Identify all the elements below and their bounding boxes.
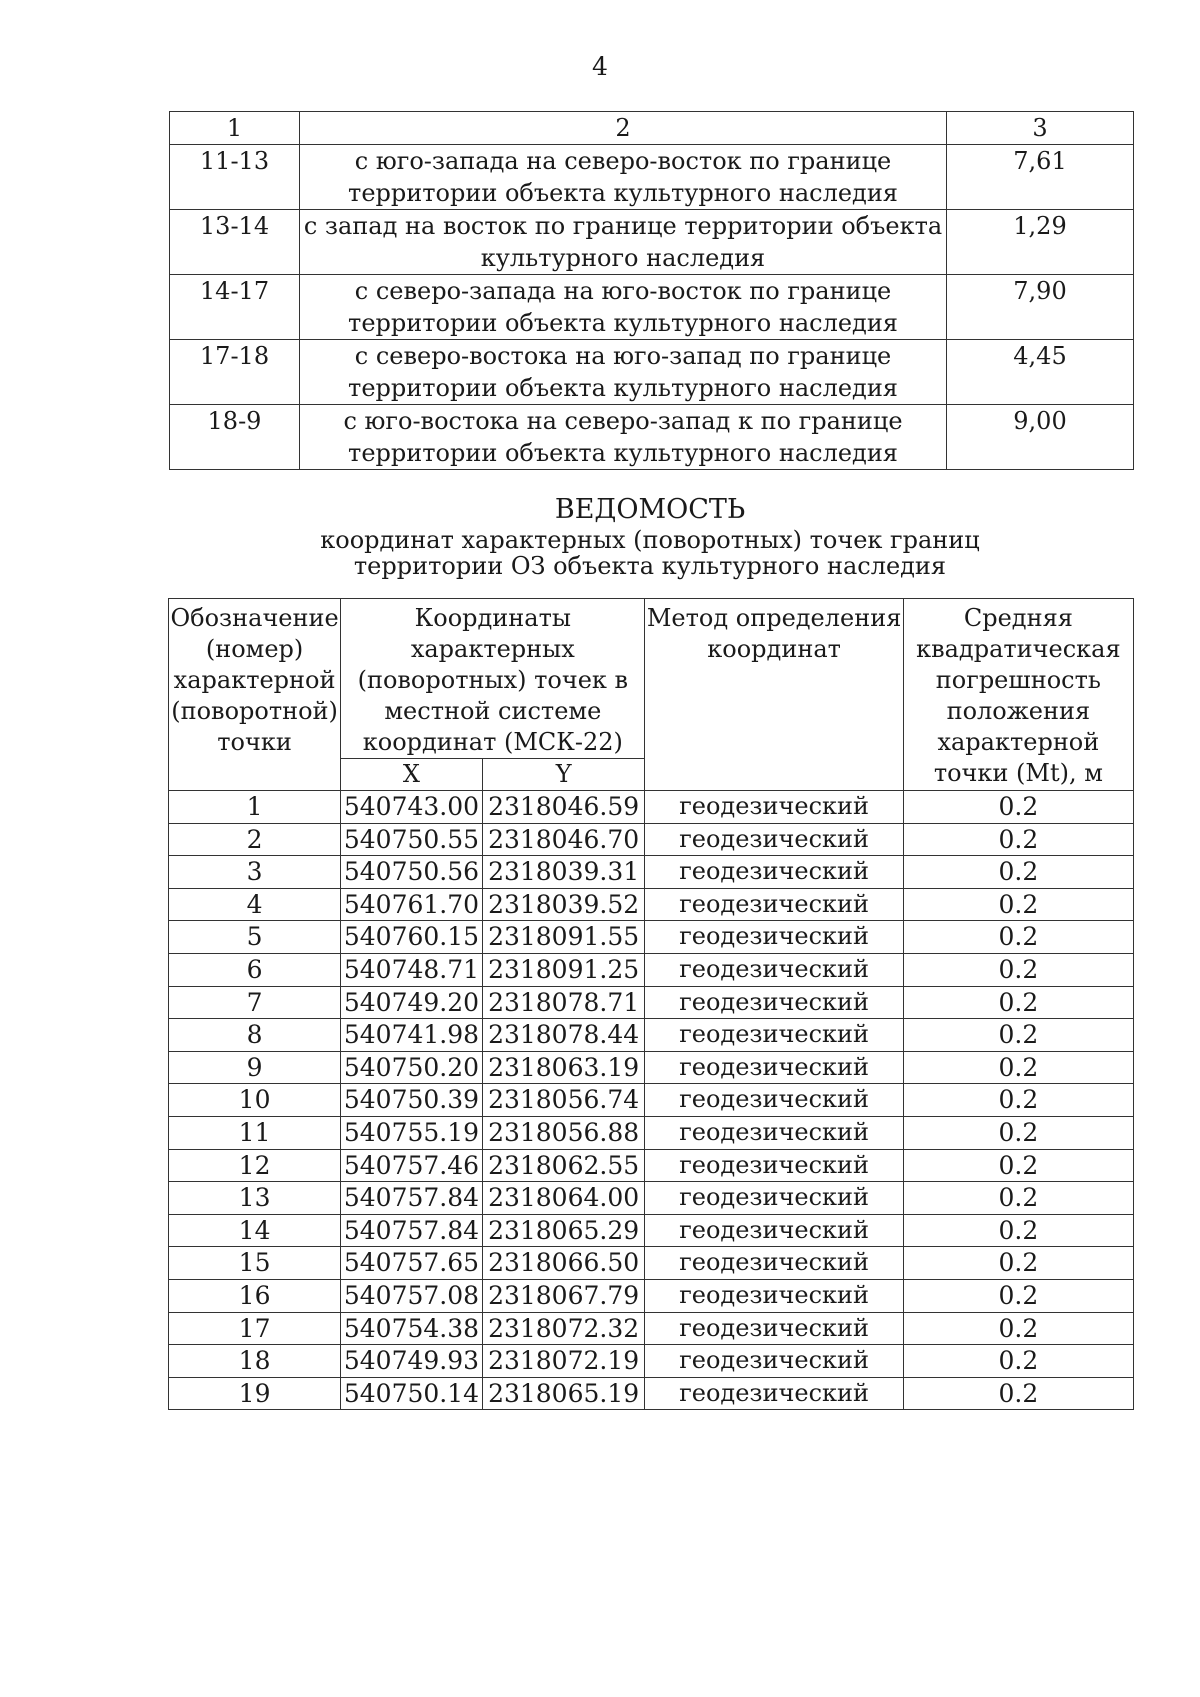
coord-mt: 0.2 <box>903 1084 1133 1117</box>
coord-mt: 0.2 <box>903 1182 1133 1215</box>
point-number: 9 <box>169 1051 341 1084</box>
segment-length: 4,45 <box>947 340 1134 405</box>
coord-y: 2318065.29 <box>482 1214 645 1247</box>
coord-mt: 0.2 <box>903 1051 1133 1084</box>
coord-mt: 0.2 <box>903 1149 1133 1182</box>
coord-mt: 0.2 <box>903 1312 1133 1345</box>
coord-y: 2318072.32 <box>482 1312 645 1345</box>
table-row <box>169 1116 1134 1149</box>
segment-points: 11-13 <box>170 145 300 210</box>
page-number: 4 <box>592 52 608 81</box>
point-number: 19 <box>169 1377 341 1410</box>
coord-method: геодезический <box>645 1377 903 1410</box>
table-row <box>169 1084 1134 1117</box>
coord-y: 2318056.88 <box>482 1116 645 1149</box>
coord-mt: 0.2 <box>903 823 1133 856</box>
coord-mt: 0.2 <box>903 1345 1133 1378</box>
statement-title: ВЕДОМОСТЬ <box>554 494 746 525</box>
column-header-2: 2 <box>300 112 947 145</box>
coord-mt: 0.2 <box>903 986 1133 1019</box>
coord-method: геодезический <box>645 1116 903 1149</box>
table-row <box>169 1377 1134 1410</box>
coord-method: геодезический <box>645 856 903 889</box>
coord-x: 540750.14 <box>341 1377 483 1410</box>
coord-mt: 0.2 <box>903 1214 1133 1247</box>
coord-mt: 0.2 <box>903 921 1133 954</box>
column-header-3: 3 <box>947 112 1134 145</box>
table-row <box>169 1279 1134 1312</box>
column-header-1: 1 <box>170 112 300 145</box>
coord-y: 2318062.55 <box>482 1149 645 1182</box>
header-x: X <box>341 759 483 791</box>
boundary-segments-table <box>169 111 1134 470</box>
table-row <box>169 1182 1134 1215</box>
coordinates-table <box>168 598 1134 1410</box>
segment-length: 9,00 <box>947 405 1134 470</box>
header-point-designation: Обозначение (номер) характерной (поворотной) точки <box>169 599 341 791</box>
table-row <box>169 1051 1134 1084</box>
point-number: 16 <box>169 1279 341 1312</box>
header-method: Метод определения координат <box>645 599 903 791</box>
coord-method: геодезический <box>645 1084 903 1117</box>
point-number: 15 <box>169 1247 341 1280</box>
segment-description: с юго-востока на северо-запад к по границе территории объекта культурного наследия <box>300 405 947 470</box>
coord-x: 540750.56 <box>341 856 483 889</box>
coord-mt: 0.2 <box>903 1116 1133 1149</box>
header-coordinates: Координаты характерных (поворотных) точек в местной системе координат (МСК-22) <box>341 599 645 759</box>
segment-description: с юго-запада на северо-восток по границе территории объекта культурного наследия <box>300 145 947 210</box>
coord-mt: 0.2 <box>903 856 1133 889</box>
coord-method: геодезический <box>645 1312 903 1345</box>
coord-y: 2318046.70 <box>482 823 645 856</box>
coord-y: 2318065.19 <box>482 1377 645 1410</box>
segment-length: 7,90 <box>947 275 1134 340</box>
header-mean-square-error: Средняя квадратическая погрешность положения характерной точки (Mt), м <box>903 599 1133 791</box>
table-row <box>169 921 1134 954</box>
coord-y: 2318064.00 <box>482 1182 645 1215</box>
coord-y: 2318056.74 <box>482 1084 645 1117</box>
coord-x: 540750.20 <box>341 1051 483 1084</box>
point-number: 4 <box>169 888 341 921</box>
coord-y: 2318063.19 <box>482 1051 645 1084</box>
table-row <box>169 1019 1134 1052</box>
table-row <box>169 1247 1134 1280</box>
point-number: 13 <box>169 1182 341 1215</box>
table-row <box>169 1345 1134 1378</box>
coord-x: 540754.38 <box>341 1312 483 1345</box>
point-number: 11 <box>169 1116 341 1149</box>
segment-description: с запад на восток по границе территории объекта культурного наследия <box>300 210 947 275</box>
coord-method: геодезический <box>645 1345 903 1378</box>
coord-mt: 0.2 <box>903 888 1133 921</box>
statement-subtitle-line1: координат характерных (поворотных) точек границ <box>320 526 980 554</box>
segment-points: 14-17 <box>170 275 300 340</box>
coord-x: 540749.20 <box>341 986 483 1019</box>
table-row <box>170 210 1134 275</box>
coord-x: 540749.93 <box>341 1345 483 1378</box>
coords-header-row <box>169 599 1134 759</box>
table-row <box>169 791 1134 824</box>
coord-x: 540760.15 <box>341 921 483 954</box>
segment-description: с северо-востока на юго-запад по границе территории объекта культурного наследия <box>300 340 947 405</box>
coord-mt: 0.2 <box>903 1247 1133 1280</box>
coord-method: геодезический <box>645 1279 903 1312</box>
coord-method: геодезический <box>645 986 903 1019</box>
point-number: 5 <box>169 921 341 954</box>
coord-method: геодезический <box>645 921 903 954</box>
coord-x: 540755.19 <box>341 1116 483 1149</box>
coord-x: 540741.98 <box>341 1019 483 1052</box>
table-row <box>170 275 1134 340</box>
coord-y: 2318091.25 <box>482 953 645 986</box>
table-row <box>169 888 1134 921</box>
coord-method: геодезический <box>645 823 903 856</box>
coord-method: геодезический <box>645 1051 903 1084</box>
coord-x: 540748.71 <box>341 953 483 986</box>
point-number: 8 <box>169 1019 341 1052</box>
coord-y: 2318039.52 <box>482 888 645 921</box>
coord-mt: 0.2 <box>903 953 1133 986</box>
coord-mt: 0.2 <box>903 791 1133 824</box>
point-number: 18 <box>169 1345 341 1378</box>
point-number: 12 <box>169 1149 341 1182</box>
coord-x: 540757.84 <box>341 1182 483 1215</box>
coord-method: геодезический <box>645 1247 903 1280</box>
point-number: 17 <box>169 1312 341 1345</box>
coord-method: геодезический <box>645 1019 903 1052</box>
segment-points: 17-18 <box>170 340 300 405</box>
coord-x: 540750.39 <box>341 1084 483 1117</box>
table-row <box>170 340 1134 405</box>
coord-y: 2318039.31 <box>482 856 645 889</box>
point-number: 6 <box>169 953 341 986</box>
coord-x: 540757.84 <box>341 1214 483 1247</box>
coord-x: 540757.08 <box>341 1279 483 1312</box>
coord-y: 2318078.71 <box>482 986 645 1019</box>
coord-method: геодезический <box>645 1182 903 1215</box>
coord-method: геодезический <box>645 953 903 986</box>
segment-points: 18-9 <box>170 405 300 470</box>
table-row <box>169 856 1134 889</box>
coord-mt: 0.2 <box>903 1019 1133 1052</box>
coord-method: геодезический <box>645 888 903 921</box>
table-header-row <box>170 112 1134 145</box>
segment-length: 1,29 <box>947 210 1134 275</box>
coord-x: 540757.65 <box>341 1247 483 1280</box>
coord-mt: 0.2 <box>903 1377 1133 1410</box>
point-number: 1 <box>169 791 341 824</box>
segment-length: 7,61 <box>947 145 1134 210</box>
coord-method: геодезический <box>645 791 903 824</box>
coord-method: геодезический <box>645 1149 903 1182</box>
segment-description: с северо-запада на юго-восток по границе территории объекта культурного наследия <box>300 275 947 340</box>
coord-y: 2318067.79 <box>482 1279 645 1312</box>
segment-points: 13-14 <box>170 210 300 275</box>
coord-y: 2318078.44 <box>482 1019 645 1052</box>
point-number: 3 <box>169 856 341 889</box>
header-y: Y <box>482 759 645 791</box>
statement-subtitle-line2: территории ОЗ объекта культурного наследия <box>353 552 947 580</box>
table-row <box>169 986 1134 1019</box>
point-number: 2 <box>169 823 341 856</box>
point-number: 14 <box>169 1214 341 1247</box>
coord-x: 540743.00 <box>341 791 483 824</box>
table-row <box>170 405 1134 470</box>
table-row <box>169 823 1134 856</box>
coord-y: 2318066.50 <box>482 1247 645 1280</box>
table-row <box>169 953 1134 986</box>
coord-mt: 0.2 <box>903 1279 1133 1312</box>
coord-y: 2318046.59 <box>482 791 645 824</box>
point-number: 10 <box>169 1084 341 1117</box>
coord-y: 2318072.19 <box>482 1345 645 1378</box>
table-row <box>170 145 1134 210</box>
table-row <box>169 1214 1134 1247</box>
table-row <box>169 1312 1134 1345</box>
table-row <box>169 1149 1134 1182</box>
coord-method: геодезический <box>645 1214 903 1247</box>
coord-x: 540761.70 <box>341 888 483 921</box>
coord-y: 2318091.55 <box>482 921 645 954</box>
coord-x: 540750.55 <box>341 823 483 856</box>
point-number: 7 <box>169 986 341 1019</box>
coord-x: 540757.46 <box>341 1149 483 1182</box>
